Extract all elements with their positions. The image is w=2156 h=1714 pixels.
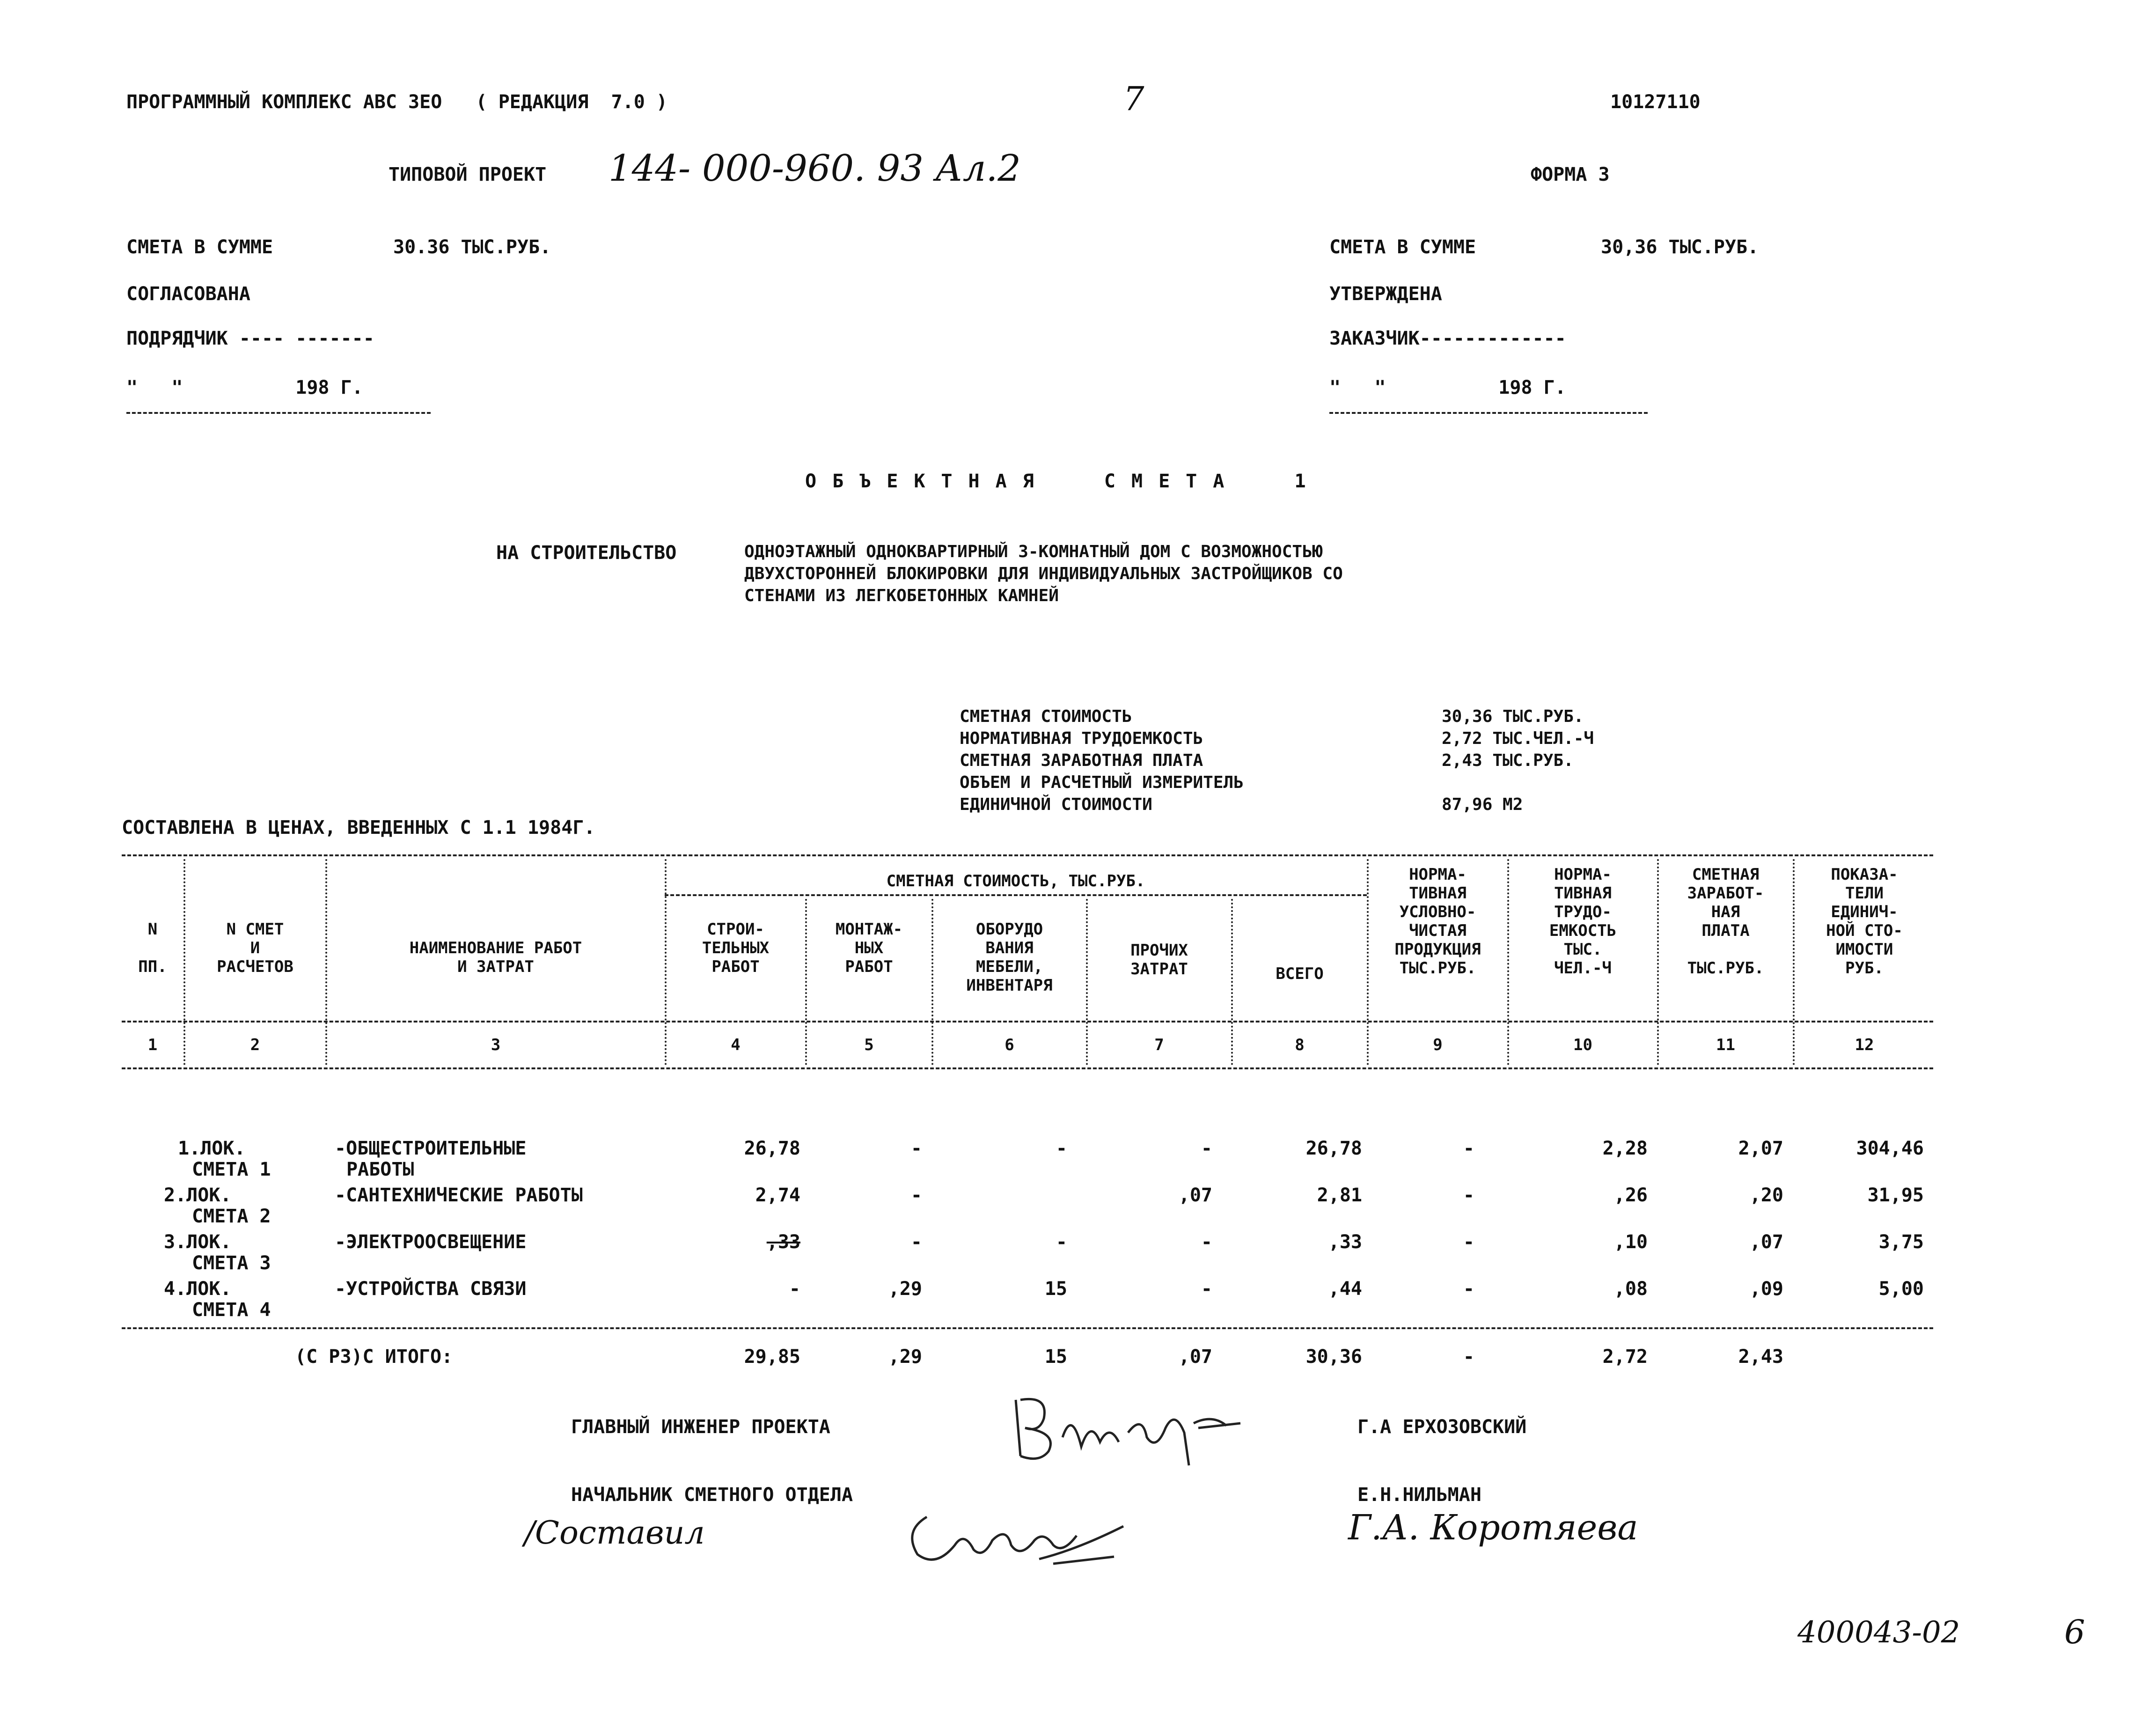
row-c7: ,07 bbox=[1178, 1184, 1212, 1206]
summary-label-3: СМЕТНАЯ ЗАРАБОТНАЯ ПЛАТА bbox=[960, 751, 1203, 770]
software-label: ПРОГРАММНЫЙ КОМПЛЕКС АВС 3ЕО ( РЕДАКЦИЯ 7.0 ) bbox=[126, 91, 667, 113]
subject-label: НА СТРОИТЕЛЬСТВО bbox=[496, 542, 677, 564]
page-number: 7 bbox=[1123, 80, 1144, 118]
row-c10: 2,28 bbox=[1602, 1138, 1648, 1159]
header-col-1: N ПП. bbox=[138, 920, 167, 976]
summary-label-2: НОРМАТИВНАЯ ТРУДОЕМКОСТЬ bbox=[960, 729, 1203, 748]
table-rule-body-bottom bbox=[122, 1327, 1933, 1329]
header-col-9: НОРМА- ТИВНАЯ УСЛОВНО- ЧИСТАЯ ПРОДУКЦИЯ ТЫС.РУБ. bbox=[1394, 865, 1481, 978]
row-c12: 5,00 bbox=[1878, 1278, 1924, 1300]
total-c7: ,07 bbox=[1178, 1346, 1212, 1368]
row-c8: ,33 bbox=[1328, 1231, 1362, 1253]
row-c12: 3,75 bbox=[1878, 1231, 1924, 1253]
total-c11: 2,43 bbox=[1738, 1346, 1783, 1368]
summary-label-5: ЕДИНИЧНОЙ СТОИМОСТИ bbox=[960, 795, 1152, 814]
row-estimate: СМЕТА 1 bbox=[192, 1159, 271, 1180]
chief-engineer-signature bbox=[1006, 1381, 1250, 1475]
row-c12: 304,46 bbox=[1856, 1138, 1924, 1159]
row-c6: - bbox=[1056, 1231, 1067, 1253]
total-c10: 2,72 bbox=[1602, 1346, 1648, 1368]
doc-code: 10127110 bbox=[1610, 91, 1701, 113]
row-name: -САНТЕХНИЧЕСКИЕ РАБОТЫ bbox=[335, 1184, 583, 1206]
group-header-rule bbox=[665, 894, 1367, 896]
colnum-7: 7 bbox=[1154, 1036, 1164, 1054]
row-c6: 15 bbox=[1044, 1278, 1067, 1300]
colnum-4: 4 bbox=[731, 1036, 741, 1054]
right-sum-value: 30,36 ТЫС.РУБ. bbox=[1601, 236, 1759, 258]
contractor-label: ПОДРЯДЧИК ---- ------- bbox=[126, 328, 374, 349]
right-sum-label: СМЕТА В СУММЕ bbox=[1329, 236, 1476, 258]
left-date: " " 198 Г. bbox=[126, 377, 363, 398]
row-estimate: СМЕТА 2 bbox=[192, 1206, 271, 1227]
prices-note: СОСТАВЛЕНА В ЦЕНАХ, ВВЕДЕННЫХ С 1.1 1984Г. bbox=[122, 817, 595, 839]
colnum-8: 8 bbox=[1295, 1036, 1305, 1054]
colnum-10: 10 bbox=[1573, 1036, 1592, 1054]
colnum-6: 6 bbox=[1005, 1036, 1014, 1054]
subject-line-2: ДВУХСТОРОННЕЙ БЛОКИРОВКИ ДЛЯ ИНДИВИДУАЛЬНЫХ ЗАСТРОЙЩИКОВ СО bbox=[744, 564, 1343, 583]
header-col-5: МОНТАЖ- НЫХ РАБОТ bbox=[835, 920, 903, 976]
left-sum-value: 30.36 ТЫС.РУБ. bbox=[393, 236, 551, 258]
header-col-4: СТРОИ- ТЕЛЬНЫХ РАБОТ bbox=[702, 920, 770, 976]
row-c7: - bbox=[1201, 1138, 1212, 1159]
customer-label: ЗАКАЗЧИК------------- bbox=[1329, 328, 1566, 349]
row-num: 3.ЛОК. bbox=[164, 1231, 232, 1253]
subject-line-3: СТЕНАМИ ИЗ ЛЕГКОБЕТОННЫХ КАМНЕЙ bbox=[744, 586, 1059, 605]
stamp-code: 400043-02 bbox=[1797, 1615, 1960, 1650]
compiled-name: Г.А. Коротяева bbox=[1348, 1508, 1638, 1548]
row-c5: ,29 bbox=[888, 1278, 922, 1300]
row-c11: ,09 bbox=[1749, 1278, 1783, 1300]
row-c4: - bbox=[789, 1278, 800, 1300]
chief-engineer-name: Г.А ЕРХОЗОВСКИЙ bbox=[1357, 1416, 1527, 1438]
colnum-9: 9 bbox=[1433, 1036, 1443, 1054]
row-c10: ,10 bbox=[1613, 1231, 1648, 1253]
row-c4: 26,78 bbox=[744, 1138, 800, 1159]
row-c4: 2,74 bbox=[755, 1184, 800, 1206]
head-label: НАЧАЛЬНИК СМЕТНОГО ОТДЕЛА bbox=[571, 1484, 853, 1506]
row-estimate: СМЕТА 3 bbox=[192, 1252, 271, 1274]
row-c11: ,20 bbox=[1749, 1184, 1783, 1206]
row-num: 4.ЛОК. bbox=[164, 1278, 232, 1300]
compiler-signature bbox=[899, 1498, 1142, 1573]
summary-value-2: 2,72 ТЫС.ЧЕЛ.-Ч bbox=[1442, 729, 1594, 748]
row-c8: 2,81 bbox=[1317, 1184, 1362, 1206]
colnum-11: 11 bbox=[1716, 1036, 1735, 1054]
agreed-label: СОГЛАСОВАНА bbox=[126, 283, 250, 305]
header-col-10: НОРМА- ТИВНАЯ ТРУДО- ЕМКОСТЬ ТЫС. ЧЕЛ.-Ч bbox=[1549, 865, 1617, 978]
left-date-line bbox=[126, 412, 431, 414]
total-c9: - bbox=[1463, 1346, 1474, 1368]
group-header: СМЕТНАЯ СТОИМОСТЬ, ТЫС.РУБ. bbox=[886, 872, 1145, 890]
header-col-7: ПРОЧИХ ЗАТРАТ bbox=[1130, 941, 1188, 978]
header-col-2: N СМЕТ И РАСЧЕТОВ bbox=[217, 920, 293, 976]
summary-label-4: ОБЪЕМ И РАСЧЕТНЫЙ ИЗМЕРИТЕЛЬ bbox=[960, 773, 1244, 792]
row-name: -ЭЛЕКТРООСВЕЩЕНИЕ bbox=[335, 1231, 527, 1253]
table-rule-top bbox=[122, 854, 1933, 856]
project-label: ТИПОВОЙ ПРОЕКТ bbox=[389, 164, 547, 185]
colnum-1: 1 bbox=[147, 1036, 158, 1054]
row-c7: - bbox=[1201, 1278, 1212, 1300]
row-num: 1.ЛОК. bbox=[178, 1138, 246, 1159]
project-number: 144- 000-960. 93 Ал.2 bbox=[609, 147, 1021, 190]
row-num: 2.ЛОК. bbox=[164, 1184, 232, 1206]
summary-value-1: 30,36 ТЫС.РУБ. bbox=[1442, 707, 1584, 726]
total-c6: 15 bbox=[1044, 1346, 1067, 1368]
form-label: ФОРМА 3 bbox=[1531, 164, 1610, 185]
page-title: ОБЪЕКТНАЯ СМЕТА 1 bbox=[805, 471, 1322, 492]
left-sum-label: СМЕТА В СУММЕ bbox=[126, 236, 273, 258]
colnum-5: 5 bbox=[864, 1036, 874, 1054]
row-c5: - bbox=[910, 1231, 922, 1253]
colnum-12: 12 bbox=[1855, 1036, 1874, 1054]
row-c11: ,07 bbox=[1749, 1231, 1783, 1253]
row-c4: ,33 bbox=[766, 1231, 800, 1253]
sheet-number: 6 bbox=[2064, 1613, 2085, 1651]
row-name-cont: РАБОТЫ bbox=[346, 1159, 414, 1180]
row-c7: - bbox=[1201, 1231, 1212, 1253]
compiled-label: /Составил bbox=[524, 1515, 705, 1552]
summary-value-3: 2,43 ТЫС.РУБ. bbox=[1442, 751, 1574, 770]
total-c8: 30,36 bbox=[1305, 1346, 1362, 1368]
total-c5: ,29 bbox=[888, 1346, 922, 1368]
row-c10: ,08 bbox=[1613, 1278, 1648, 1300]
summary-value-5: 87,96 М2 bbox=[1442, 795, 1523, 814]
right-date-line bbox=[1329, 412, 1648, 414]
colnum-2: 2 bbox=[250, 1036, 260, 1054]
row-c5: - bbox=[910, 1184, 922, 1206]
row-c5: - bbox=[910, 1138, 922, 1159]
row-c9: - bbox=[1463, 1231, 1474, 1253]
approved-label: УТВЕРЖДЕНА bbox=[1329, 283, 1442, 305]
row-name: -ОБЩЕСТРОИТЕЛЬНЫЕ bbox=[335, 1138, 527, 1159]
total-c4: 29,85 bbox=[744, 1346, 800, 1368]
row-c9: - bbox=[1463, 1278, 1474, 1300]
row-estimate: СМЕТА 4 bbox=[192, 1299, 271, 1321]
right-date: " " 198 Г. bbox=[1329, 377, 1566, 398]
total-label: (С РЗ)С ИТОГО: bbox=[295, 1346, 453, 1368]
subject-line-1: ОДНОЭТАЖНЫЙ ОДНОКВАРТИРНЫЙ 3-КОМНАТНЫЙ ДОМ С ВОЗМОЖНОСТЬЮ bbox=[744, 542, 1323, 561]
table-rule-colnums-bottom bbox=[122, 1067, 1933, 1069]
row-c10: ,26 bbox=[1613, 1184, 1648, 1206]
row-c9: - bbox=[1463, 1184, 1474, 1206]
header-col-6: ОБОРУДО ВАНИЯ МЕБЕЛИ, ИНВЕНТАРЯ bbox=[966, 920, 1053, 995]
row-c9: - bbox=[1463, 1138, 1474, 1159]
header-col-3: НАИМЕНОВАНИЕ РАБОТ И ЗАТРАТ bbox=[409, 939, 582, 976]
row-name: -УСТРОЙСТВА СВЯЗИ bbox=[335, 1278, 527, 1300]
row-c8: 26,78 bbox=[1305, 1138, 1362, 1159]
row-c12: 31,95 bbox=[1867, 1184, 1924, 1206]
row-c6: - bbox=[1056, 1138, 1067, 1159]
row-c11: 2,07 bbox=[1738, 1138, 1783, 1159]
table-rule-header-bottom bbox=[122, 1021, 1933, 1023]
header-col-12: ПОКАЗА- ТЕЛИ ЕДИНИЧ- НОЙ СТО- ИМОСТИ РУБ. bbox=[1826, 865, 1903, 978]
head-name: Е.Н.НИЛЬМАН bbox=[1357, 1484, 1481, 1506]
chief-engineer-label: ГЛАВНЫЙ ИНЖЕНЕР ПРОЕКТА bbox=[571, 1416, 830, 1438]
header-col-8: ВСЕГО bbox=[1276, 964, 1324, 983]
summary-label-1: СМЕТНАЯ СТОИМОСТЬ bbox=[960, 707, 1132, 726]
colnum-3: 3 bbox=[491, 1036, 501, 1054]
row-c8: ,44 bbox=[1328, 1278, 1362, 1300]
header-col-11: СМЕТНАЯ ЗАРАБОТ- НАЯ ПЛАТА ТЫС.РУБ. bbox=[1687, 865, 1764, 978]
